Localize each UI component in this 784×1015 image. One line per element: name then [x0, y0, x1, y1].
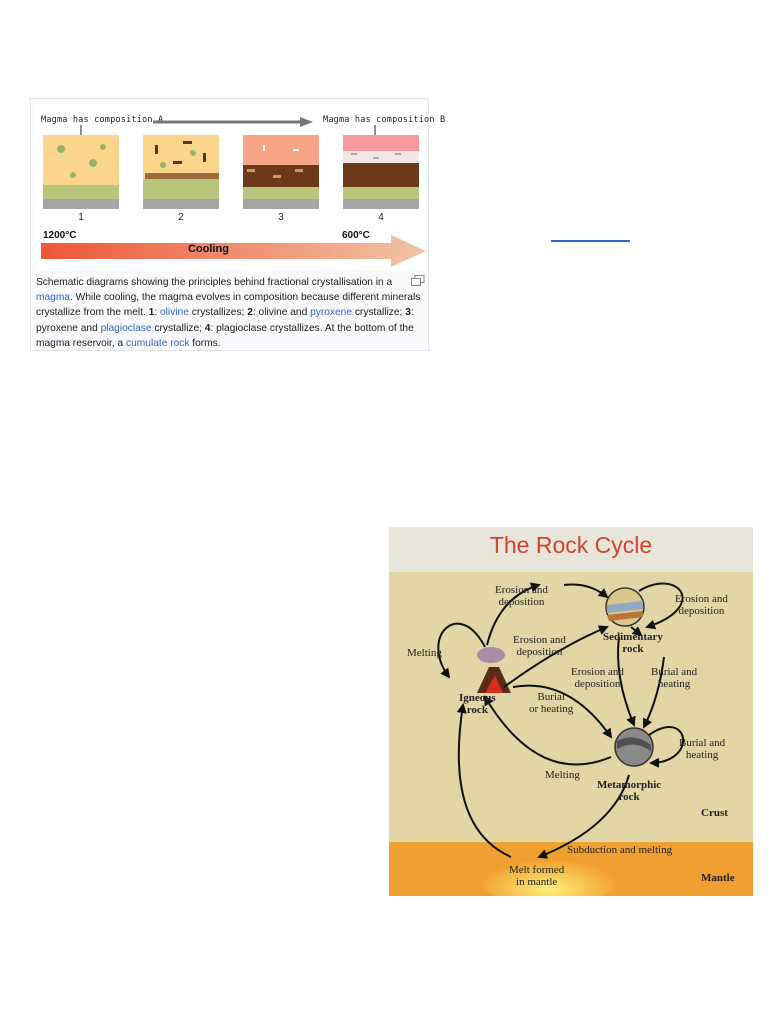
crystallisation-diagram: [33, 101, 446, 271]
label-burial-heating-right: Burial and heating: [651, 666, 698, 690]
label-melting-bottom: Melting: [545, 769, 580, 781]
figure-caption: Schematic diagrams showing the principles behind fractional crystallisation in a magma. While cooling, the magma evolves in composition because different minerals crystallize from the melt. 1: olivine crystallizes; 2: olivine and pyroxene crystallize; 3: pyroxene and plagioclase crystallize; 4: plagioclase crystallizes. At the bottom of the magma reservoir, a cumulate rock forms.: [36, 277, 421, 349]
link-plagioclase[interactable]: plagioclase: [100, 322, 152, 334]
label-burial-heating-left: Burial or heating: [529, 691, 574, 715]
label-erosion-top: Erosion and deposition: [495, 584, 548, 608]
link-cumulate-rock[interactable]: cumulate rock: [126, 337, 190, 349]
label-burial-heating-meta: Burial and heating: [679, 737, 726, 761]
temperature-end: 600°C: [342, 230, 370, 241]
label-metamorphic-rock: Metamorphic rock: [597, 779, 662, 803]
label-melt-formed: Melt formed in mantle: [509, 864, 565, 888]
rock-cycle-title: The Rock Cycle: [489, 532, 653, 558]
label-sedimentary-rock: Sedimentary rock: [603, 631, 663, 655]
hyperlink-underline[interactable]: [551, 240, 630, 242]
panel-number-2: 2: [178, 212, 184, 223]
panel-3: [243, 135, 319, 209]
panel-number-1: 1: [78, 212, 84, 223]
panel-2: [143, 135, 219, 209]
link-olivine[interactable]: olivine: [160, 307, 189, 319]
panel-number-4: 4: [378, 212, 384, 223]
link-pyroxene[interactable]: pyroxene: [310, 307, 352, 319]
header-composition-a: Magma has composition A: [41, 115, 164, 125]
magma-panels: [33, 123, 426, 213]
cooling-label: Cooling: [188, 243, 229, 255]
temperature-start: 1200°C: [43, 230, 77, 241]
fractional-crystallisation-figure: [30, 98, 446, 351]
rock-cycle-figure: [389, 527, 753, 896]
label-igneous-rock: Igneous rock: [459, 692, 496, 716]
panel-number-3: 3: [278, 212, 284, 223]
label-subduction: Subduction and melting: [567, 844, 673, 856]
label-crust: Crust: [701, 807, 728, 819]
header-composition-b: Magma has composition B: [323, 115, 446, 125]
cooling-arrow: [41, 235, 426, 269]
link-magma[interactable]: magma: [36, 292, 70, 304]
label-melting-left: Melting: [407, 647, 442, 659]
panel-4: [343, 135, 419, 209]
label-erosion-right: Erosion and deposition: [675, 593, 728, 617]
label-erosion-mid: Erosion and deposition: [513, 634, 566, 658]
panel-1: [43, 135, 119, 209]
label-mantle: Mantle: [701, 872, 735, 884]
label-erosion-center: Erosion and deposition: [571, 666, 624, 690]
